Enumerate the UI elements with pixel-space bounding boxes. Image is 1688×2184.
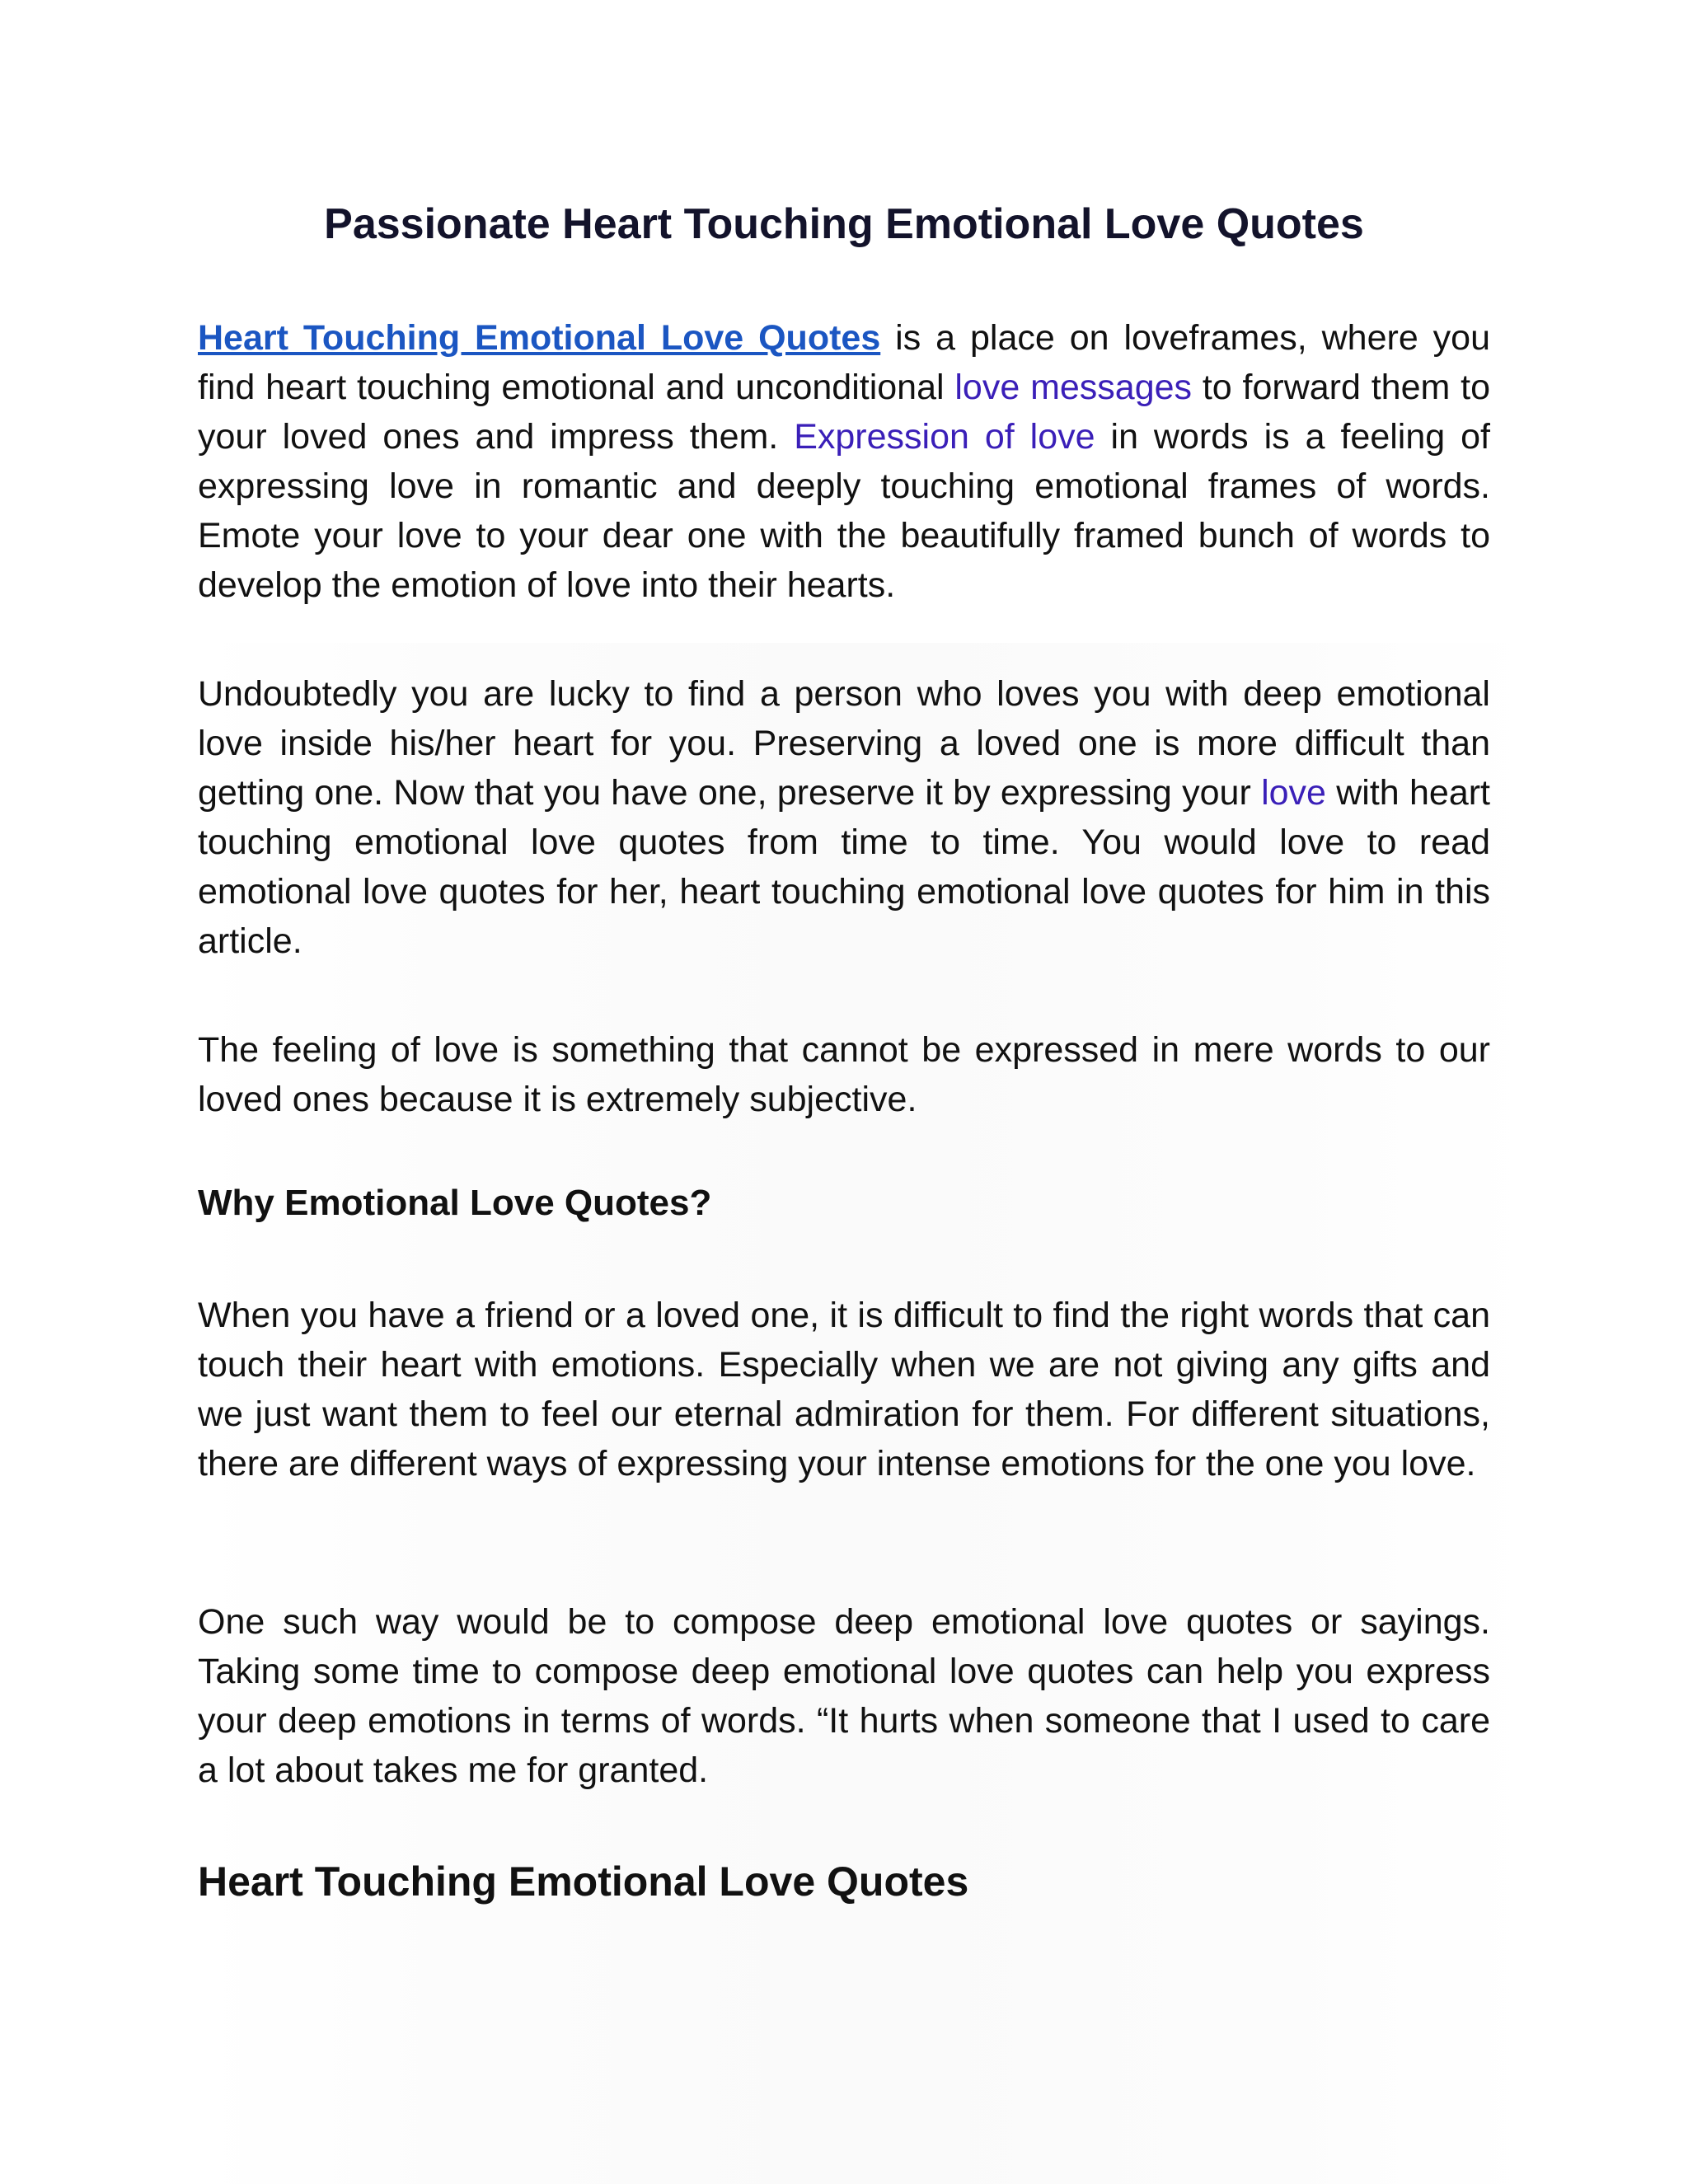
page-title: Passionate Heart Touching Emotional Love Quotes: [324, 200, 1364, 248]
why-subheading: Why Emotional Love Quotes?: [198, 1183, 712, 1223]
love-messages-link[interactable]: love messages: [954, 368, 1193, 407]
intro-text-3: in words is a feeling of expressing love in romantic and deeply touching emotional frames of words. Emote your love to your dear one with the beautifully framed bunch of words to develop the emotion of love into their hearts.: [198, 417, 1490, 605]
expression-of-love-link[interactable]: Expression of love: [794, 417, 1095, 457]
compose-paragraph: One such way would be to compose deep emotional love quotes or sayings. Taking some time to compose deep emotional love quotes can help you express your deep emotions in terms of words. “It hurts when someone that I used to care a lot about takes me for granted.: [198, 1602, 1490, 1790]
undoubtedly-text-2: with heart touching emotional love quotes from time to time. You would love to read emotional love quotes for her, heart touching emotional love quotes for him in this article.: [198, 773, 1491, 961]
intro-paragraph: [198, 313, 1490, 610]
intro-text-1: is a place on loveframes, where you find heart touching emotional and unconditional: [198, 318, 1490, 407]
feeling-paragraph: The feeling of love is something that cannot be expressed in mere words to our loved ones because it is extremely subjective.: [198, 1030, 1490, 1119]
intro-text-2: to forward them to your loved ones and impress them.: [198, 368, 1490, 457]
friend-paragraph: When you have a friend or a loved one, it is difficult to find the right words that can touch their heart with emotions. Especially when we are not giving any gifts and we just want them to feel our eternal admiration for them. For different situations, there are different ways of expressing your intense emotions for the one you love.: [198, 1296, 1490, 1483]
undoubtedly-paragraph: [198, 669, 1490, 966]
love-link[interactable]: love: [1261, 773, 1326, 813]
section-heading: Heart Touching Emotional Love Quotes: [198, 1858, 969, 1905]
undoubtedly-text-1: Undoubtedly you are lucky to find a person who loves you with deep emotional love inside his/her heart for you. Preserving a loved one is more difficult than getting one. Now that you have one, preserve it by expressing your: [198, 674, 1490, 813]
heart-touching-quotes-link[interactable]: Heart Touching Emotional Love Quotes: [198, 318, 881, 358]
